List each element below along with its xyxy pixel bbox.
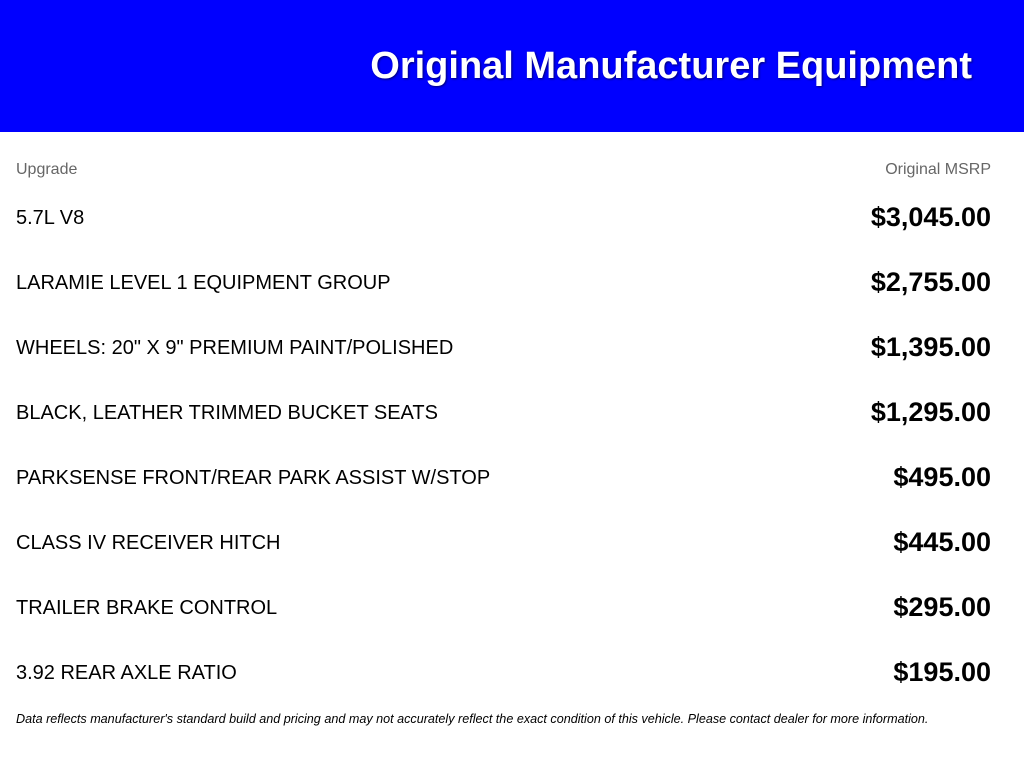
equipment-row — [16, 518, 991, 583]
equipment-row — [16, 193, 991, 258]
equipment-row — [16, 453, 991, 518]
column-header-msrp: Original MSRP — [885, 161, 991, 178]
equipment-price: $2,755.00 — [870, 267, 991, 297]
equipment-list — [16, 193, 991, 713]
equipment-name: LARAMIE LEVEL 1 EQUIPMENT GROUP — [16, 272, 391, 294]
equipment-price: $1,295.00 — [870, 397, 991, 427]
equipment-name: TRAILER BRAKE CONTROL — [16, 597, 278, 619]
header-banner — [0, 0, 1024, 132]
equipment-name: WHEELS: 20" X 9" PREMIUM PAINT/POLISHED — [16, 337, 454, 359]
equipment-price: $495.00 — [893, 462, 991, 492]
page-title: Original Manufacturer Equipment — [370, 45, 972, 87]
equipment-price: $445.00 — [893, 527, 991, 557]
equipment-price: $295.00 — [893, 592, 991, 622]
equipment-row — [16, 323, 991, 388]
column-header-upgrade: Upgrade — [16, 161, 78, 178]
equipment-row — [16, 388, 991, 453]
equipment-name: 3.92 REAR AXLE RATIO — [16, 662, 237, 684]
equipment-row — [16, 258, 991, 323]
equipment-price: $3,045.00 — [870, 202, 991, 232]
equipment-price: $195.00 — [893, 657, 991, 687]
equipment-row — [16, 583, 991, 648]
equipment-row — [16, 648, 991, 713]
disclaimer-text: Data reflects manufacturer's standard build and pricing and may not accurately reflect the exact condition of this vehicle. Please contact dealer for more information. — [16, 712, 929, 726]
equipment-name: BLACK, LEATHER TRIMMED BUCKET SEATS — [16, 402, 438, 424]
equipment-price: $1,395.00 — [870, 332, 991, 362]
equipment-name: 5.7L V8 — [16, 207, 85, 229]
equipment-name: PARKSENSE FRONT/REAR PARK ASSIST W/STOP — [16, 467, 491, 489]
equipment-name: CLASS IV RECEIVER HITCH — [16, 532, 281, 554]
